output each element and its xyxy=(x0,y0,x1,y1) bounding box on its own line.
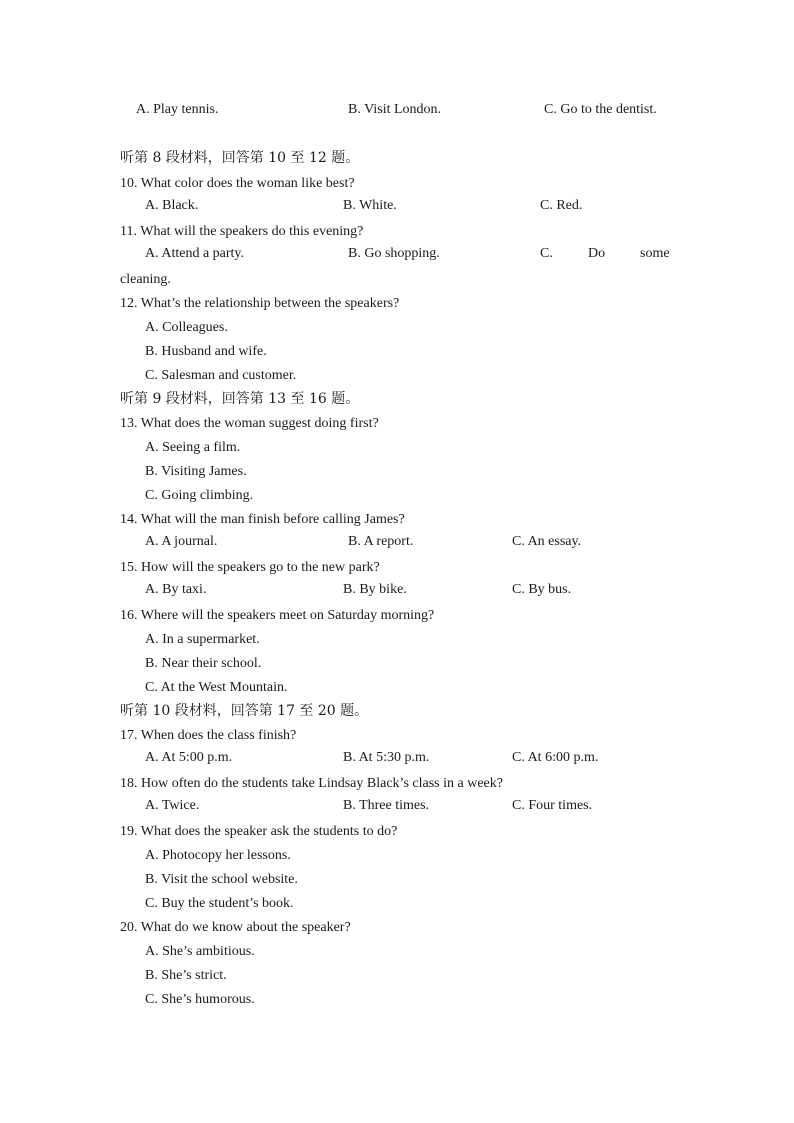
question-20: 20. What do we know about the speaker? xyxy=(120,920,351,935)
q19-option-a: A. Photocopy her lessons. xyxy=(145,848,291,863)
question-19: 19. What does the speaker ask the students to do? xyxy=(120,824,398,839)
question-18: 18. How often do the students take Lindsay Black’s class in a week? xyxy=(120,776,503,791)
q16-option-c: C. At the West Mountain. xyxy=(145,680,288,695)
q14-option-b: B. A report. xyxy=(348,534,414,549)
pre-option-b: B. Visit London. xyxy=(348,102,442,117)
q11-option-c-wrap: cleaning. xyxy=(120,272,171,287)
q12-option-a: A. Colleagues. xyxy=(145,320,228,335)
q12-option-b: B. Husband and wife. xyxy=(145,344,267,359)
pre-option-c: C. Go to the dentist. xyxy=(544,102,657,117)
q10-option-a: A. Black. xyxy=(145,198,199,213)
q20-option-a: A. She’s ambitious. xyxy=(145,944,255,959)
q17-option-c: C. At 6:00 p.m. xyxy=(512,750,599,765)
q13-option-b: B. Visiting James. xyxy=(145,464,247,479)
q10-option-c: C. Red. xyxy=(540,198,583,213)
q16-option-a: A. In a supermarket. xyxy=(145,632,260,647)
q20-option-b: B. She’s strict. xyxy=(145,968,227,983)
q11-option-c-word-2: some xyxy=(640,246,670,261)
q19-option-c: C. Buy the student’s book. xyxy=(145,896,294,911)
question-17: 17. When does the class finish? xyxy=(120,728,297,743)
q15-option-b: B. By bike. xyxy=(343,582,407,597)
q12-option-c: C. Salesman and customer. xyxy=(145,368,297,383)
question-11: 11. What will the speakers do this evening? xyxy=(120,224,364,239)
q15-option-c: C. By bus. xyxy=(512,582,572,597)
q17-option-b: B. At 5:30 p.m. xyxy=(343,750,430,765)
section-heading-9: 听第 9 段材料，回答第 13 至 16 题。 xyxy=(120,391,360,407)
q17-option-a: A. At 5:00 p.m. xyxy=(145,750,233,765)
q18-option-c: C. Four times. xyxy=(512,798,593,813)
question-14: 14. What will the man finish before calling James? xyxy=(120,512,405,527)
q14-option-c: C. An essay. xyxy=(512,534,582,549)
q11-option-c-word-1: Do xyxy=(588,246,606,261)
q19-option-b: B. Visit the school website. xyxy=(145,872,298,887)
q15-option-a: A. By taxi. xyxy=(145,582,207,597)
section-heading-10: 听第 10 段材料，回答第 17 至 20 题。 xyxy=(120,703,369,719)
question-13: 13. What does the woman suggest doing first? xyxy=(120,416,379,431)
q18-option-a: A. Twice. xyxy=(145,798,200,813)
question-12: 12. What’s the relationship between the speakers? xyxy=(120,296,400,311)
q10-option-b: B. White. xyxy=(343,198,397,213)
question-16: 16. Where will the speakers meet on Saturday morning? xyxy=(120,608,435,623)
q14-option-a: A. A journal. xyxy=(145,534,218,549)
q18-option-b: B. Three times. xyxy=(343,798,430,813)
q11-option-b: B. Go shopping. xyxy=(348,246,440,261)
q13-option-a: A. Seeing a film. xyxy=(145,440,241,455)
section-heading-8: 听第 8 段材料，回答第 10 至 12 题。 xyxy=(120,150,360,166)
pre-option-a: A. Play tennis. xyxy=(136,102,219,117)
question-10: 10. What color does the woman like best? xyxy=(120,176,355,191)
q20-option-c: C. She’s humorous. xyxy=(145,992,255,1007)
q11-option-a: A. Attend a party. xyxy=(145,246,245,261)
q13-option-c: C. Going climbing. xyxy=(145,488,254,503)
question-15: 15. How will the speakers go to the new park? xyxy=(120,560,380,575)
q11-option-c-label: C. xyxy=(540,246,553,261)
q16-option-b: B. Near their school. xyxy=(145,656,262,671)
